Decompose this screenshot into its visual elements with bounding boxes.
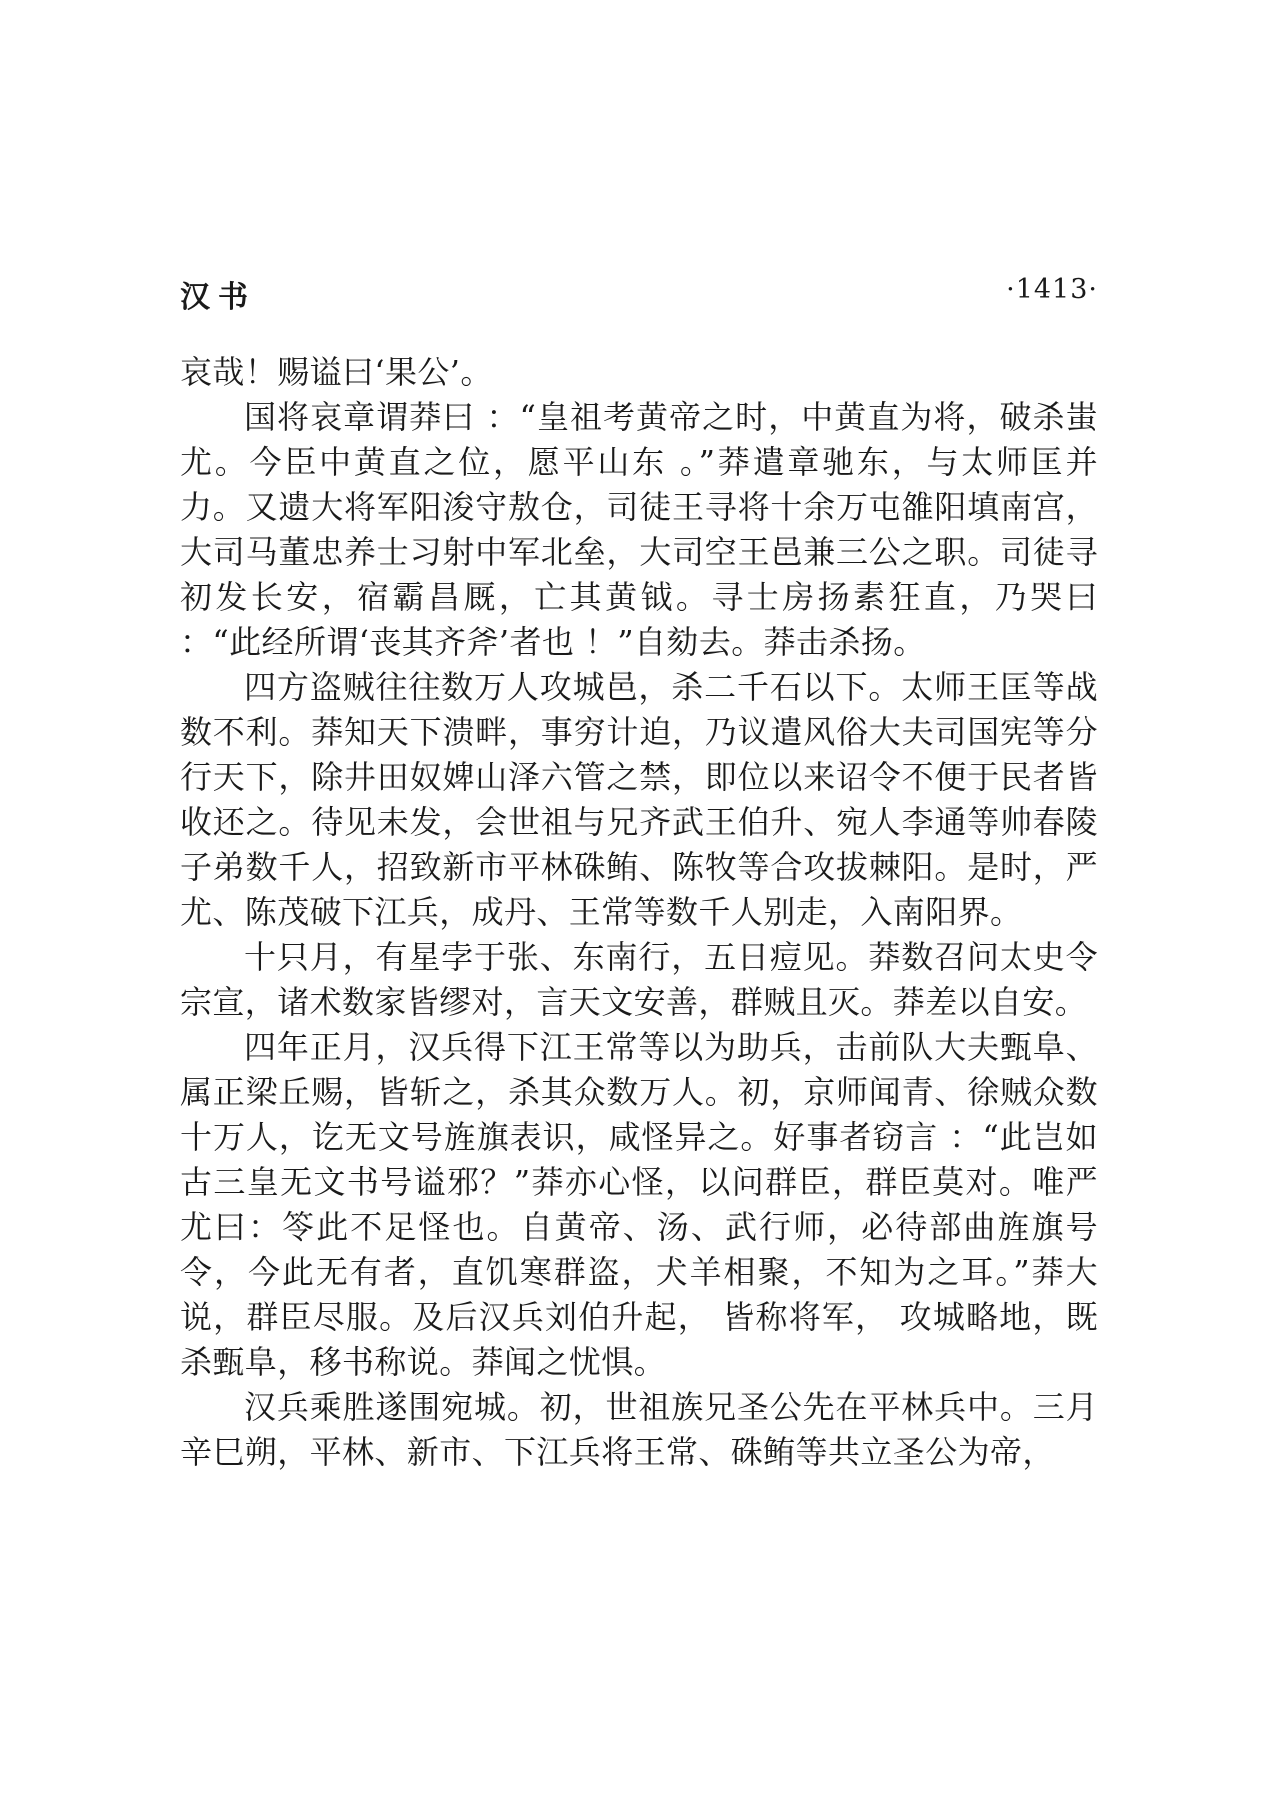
paragraph: 十只月，有星孛于张、东南行，五日痘见。莽数召问太史令宗宣，诸术数家皆缪对，言天文安善，群贼且灭。莽差以自安。 <box>180 938 1098 1021</box>
page-number: ·1413· <box>1006 274 1098 305</box>
page-body <box>180 350 1098 1475</box>
book-title: 汉书 <box>180 280 256 315</box>
paragraph: 国将哀章谓莽曰 ：“皇祖考黄帝之时，中黄直为将，破杀蚩尤。今臣中黄直之位，愿平山东 。”莽遣章驰东，与太师匡并力。又遗大将军阳浚守敖仓，司徒王寻将十余万屯雒阳填南宫，大司马董忠养士习射中军北垒，大司空王邑兼三公之职。司徒寻初发长安，宿霸昌厩，亡其黄钺。寻士房扬素狂直，乃哭曰 ：“此经所谓‘丧其齐斧’者也 ！”自劾去。莽击杀扬。 <box>180 398 1098 661</box>
paragraph-continuation: 哀哉！赐谥曰‘果公’。 <box>180 353 493 391</box>
paragraph: 四年正月，汉兵得下江王常等以为助兵，击前队大夫甄阜、属正梁丘赐，皆斩之，杀其众数万人。初，京师闻青、徐贼众数十万人，讫无文号旌旗表识，咸怪异之。好事者窃言 ：“此岂如古三皇无文书号谥邪？”莽亦心怪，以问群臣，群臣莫对。唯严尤曰：笭此不足怪也。自黄帝、汤、武行师，必待部曲旌旗号令，今此无有者，直饥寒群盗，犬羊相聚，不知为之耳。”莽大说，群臣尽服。及后汉兵刘伯升起， 皆称将军， 攻城略地，既杀甄阜，移书称说。莽闻之忧惧。 <box>180 1028 1098 1381</box>
page-header <box>180 272 1098 315</box>
paragraph: 汉兵乘胜遂围宛城。初，世祖族兄圣公先在平林兵中。三月辛巳朔，平林、新市、下江兵将王常、硃鲔等共立圣公为帝， <box>180 1388 1098 1471</box>
paragraph: 四方盗贼往往数万人攻城邑，杀二千石以下。太师王匡等战数不利。莽知天下溃畔，事穷计迫，乃议遣风俗大夫司国宪等分行天下，除井田奴婢山泽六管之禁，即位以来诏令不便于民者皆收还之。待见未发，会世祖与兄齐武王伯升、宛人李通等帅春陵子弟数千人，招致新市平林硃鲔、陈牧等合攻拔棘阳。是时，严尤、陈茂破下江兵，成丹、王常等数千人别走，入南阳界。 <box>180 668 1098 931</box>
